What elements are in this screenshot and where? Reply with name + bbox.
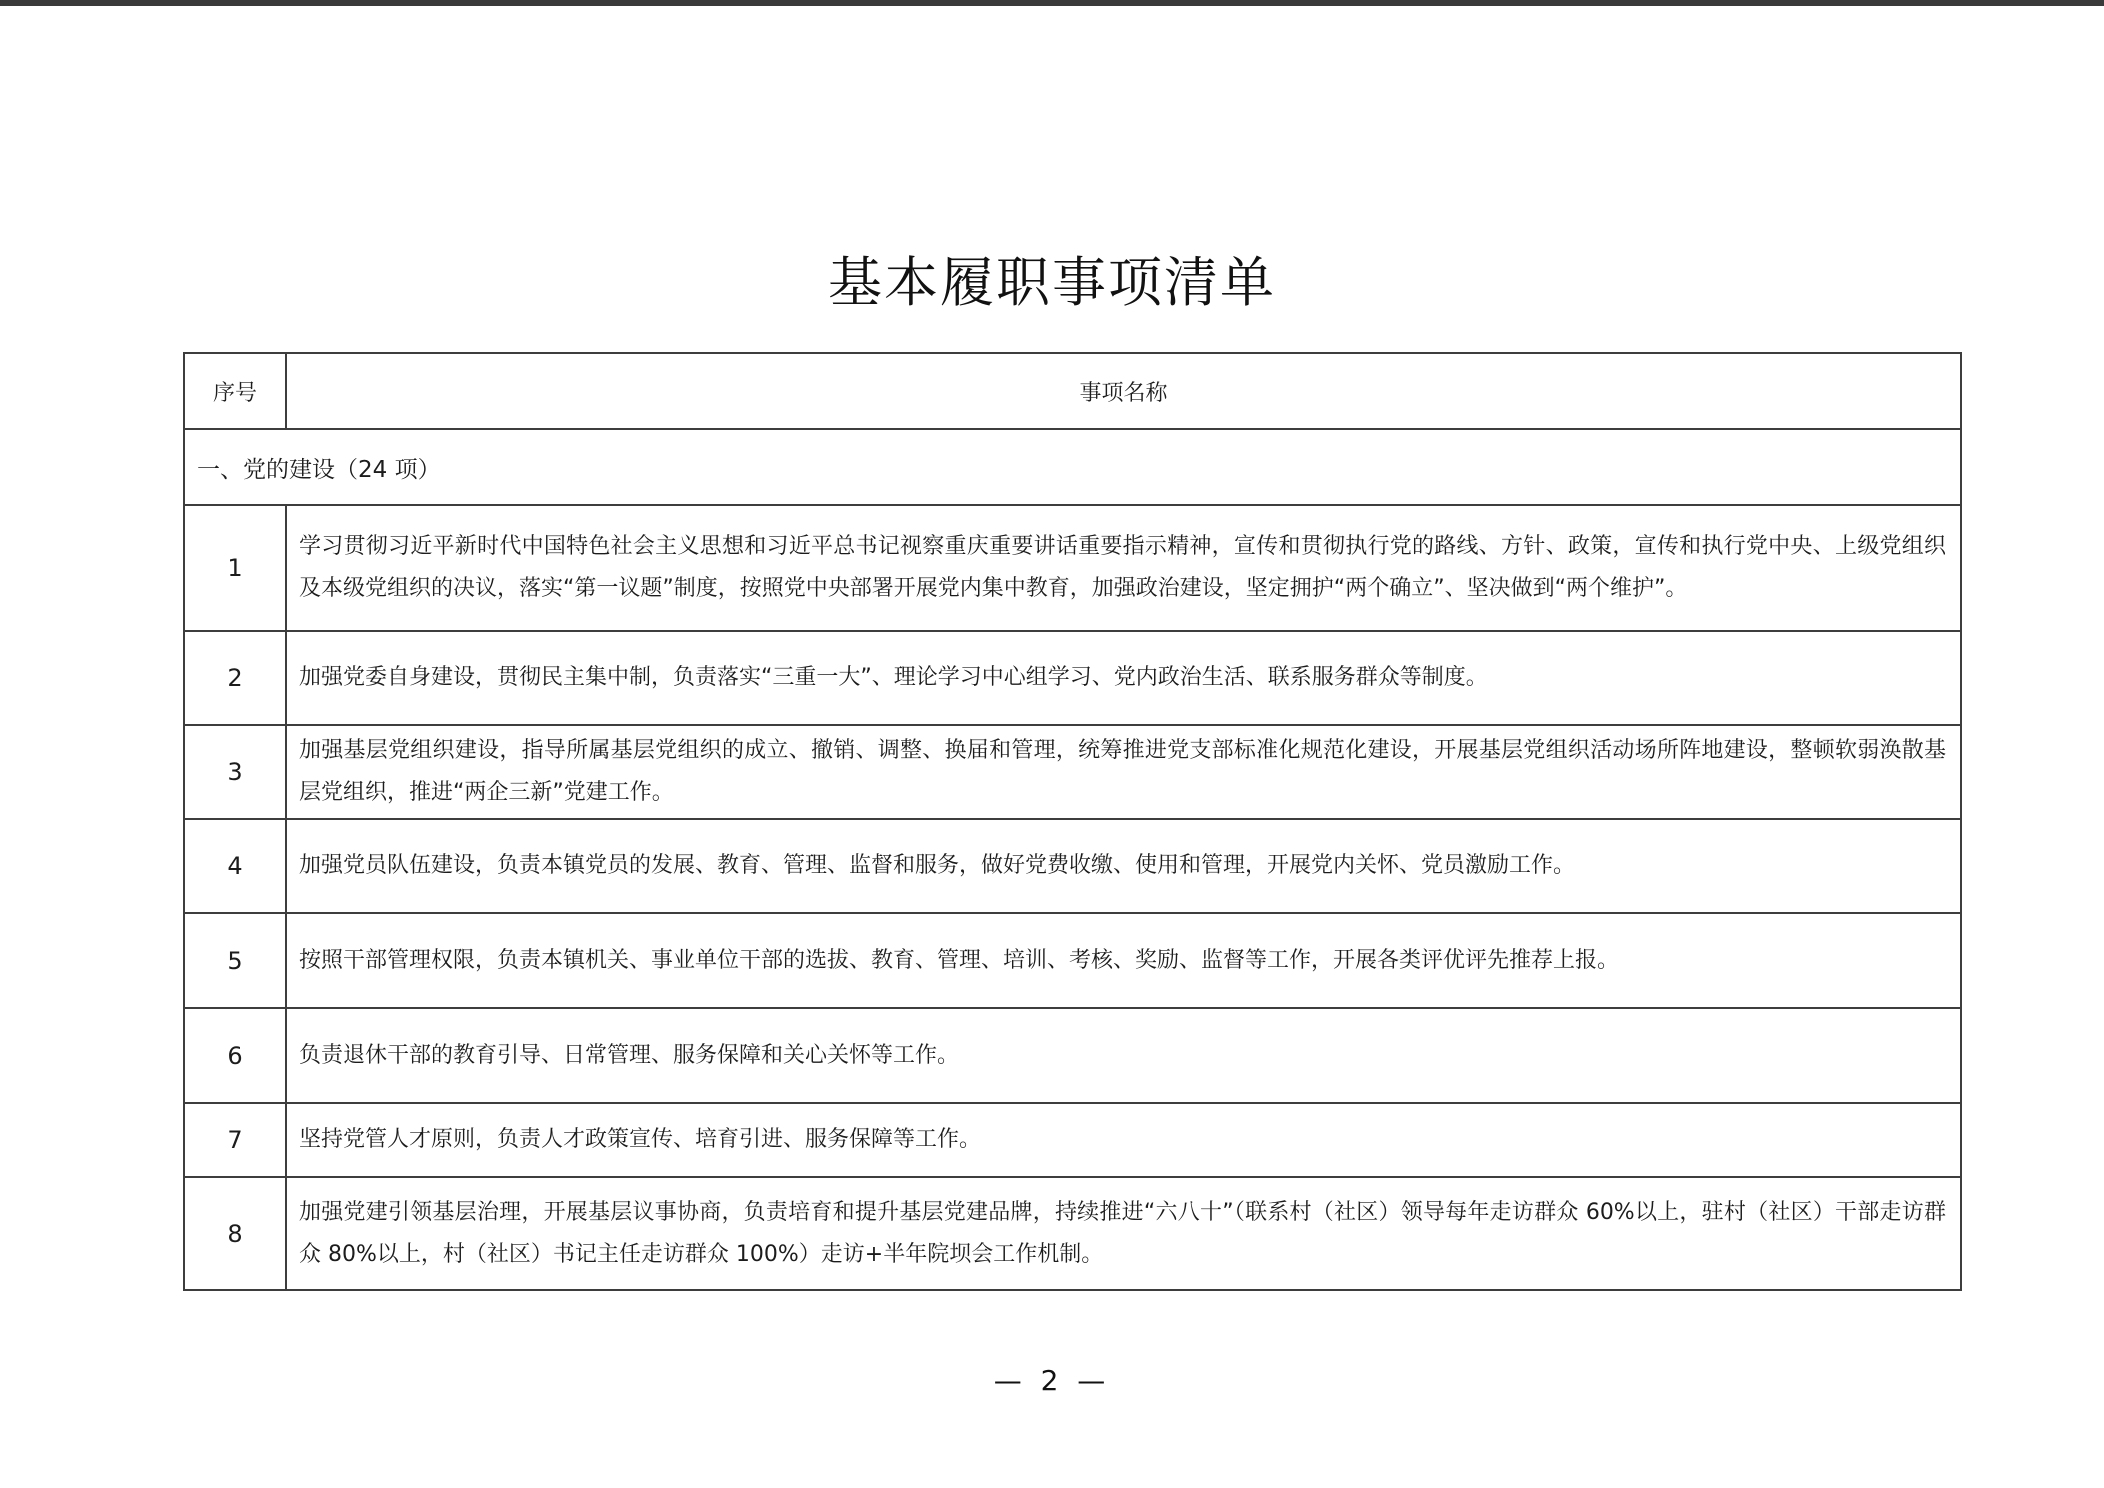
row-item-text: 加强基层党组织建设，指导所属基层党组织的成立、撤销、调整、换届和管理，统筹推进党支部标准化规范化建设，开展基层党组织活动场所阵地建设，整顿软弱涣散基层党组织，推进“两企三新”党建工作。 [286, 725, 1961, 819]
row-item-text: 坚持党管人才原则，负责人才政策宣传、培育引进、服务保障等工作。 [286, 1103, 1961, 1177]
row-item-text: 加强党员队伍建设，负责本镇党员的发展、教育、管理、监督和服务，做好党费收缴、使用和管理，开展党内关怀、党员激励工作。 [286, 819, 1961, 913]
section-title: 一、党的建设（24 项） [184, 429, 1961, 505]
row-index: 1 [184, 505, 286, 631]
row-index: 5 [184, 913, 286, 1008]
window-top-border [0, 0, 2104, 6]
row-item-text: 负责退休干部的教育引导、日常管理、服务保障和关心关怀等工作。 [286, 1008, 1961, 1103]
column-header-index: 序号 [184, 353, 286, 429]
row-item-text: 按照干部管理权限，负责本镇机关、事业单位干部的选拔、教育、管理、培训、考核、奖励、监督等工作，开展各类评优评先推荐上报。 [286, 913, 1961, 1008]
items-table [183, 352, 1962, 1291]
table-row [184, 1177, 1961, 1290]
section-row [184, 429, 1961, 505]
row-index: 6 [184, 1008, 286, 1103]
page-number: — 2 — [993, 1364, 1111, 1397]
table-row [184, 1008, 1961, 1103]
row-index: 3 [184, 725, 286, 819]
table-row [184, 725, 1961, 819]
row-index: 8 [184, 1177, 286, 1290]
row-index: 4 [184, 819, 286, 913]
column-header-item-name: 事项名称 [286, 353, 1961, 429]
table-row [184, 1103, 1961, 1177]
table-row [184, 505, 1961, 631]
table-row [184, 913, 1961, 1008]
row-item-text: 学习贯彻习近平新时代中国特色社会主义思想和习近平总书记视察重庆重要讲话重要指示精神，宣传和贯彻执行党的路线、方针、政策，宣传和执行党中央、上级党组织及本级党组织的决议，落实“第一议题”制度，按照党中央部署开展党内集中教育，加强政治建设，坚定拥护“两个确立”、坚决做到“两个维护”。 [286, 505, 1961, 631]
table-header-row [184, 353, 1961, 429]
row-item-text: 加强党委自身建设，贯彻民主集中制，负责落实“三重一大”、理论学习中心组学习、党内政治生活、联系服务群众等制度。 [286, 631, 1961, 725]
page-title: 基本履职事项清单 [828, 251, 1276, 314]
row-index: 7 [184, 1103, 286, 1177]
table-row [184, 631, 1961, 725]
row-index: 2 [184, 631, 286, 725]
table-row [184, 819, 1961, 913]
row-item-text: 加强党建引领基层治理，开展基层议事协商，负责培育和提升基层党建品牌，持续推进“六八十”（联系村（社区）领导每年走访群众 60%以上，驻村（社区）干部走访群众 80%以上，村（社区）书记主任走访群众 100%）走访+半年院坝会工作机制。 [286, 1177, 1961, 1290]
